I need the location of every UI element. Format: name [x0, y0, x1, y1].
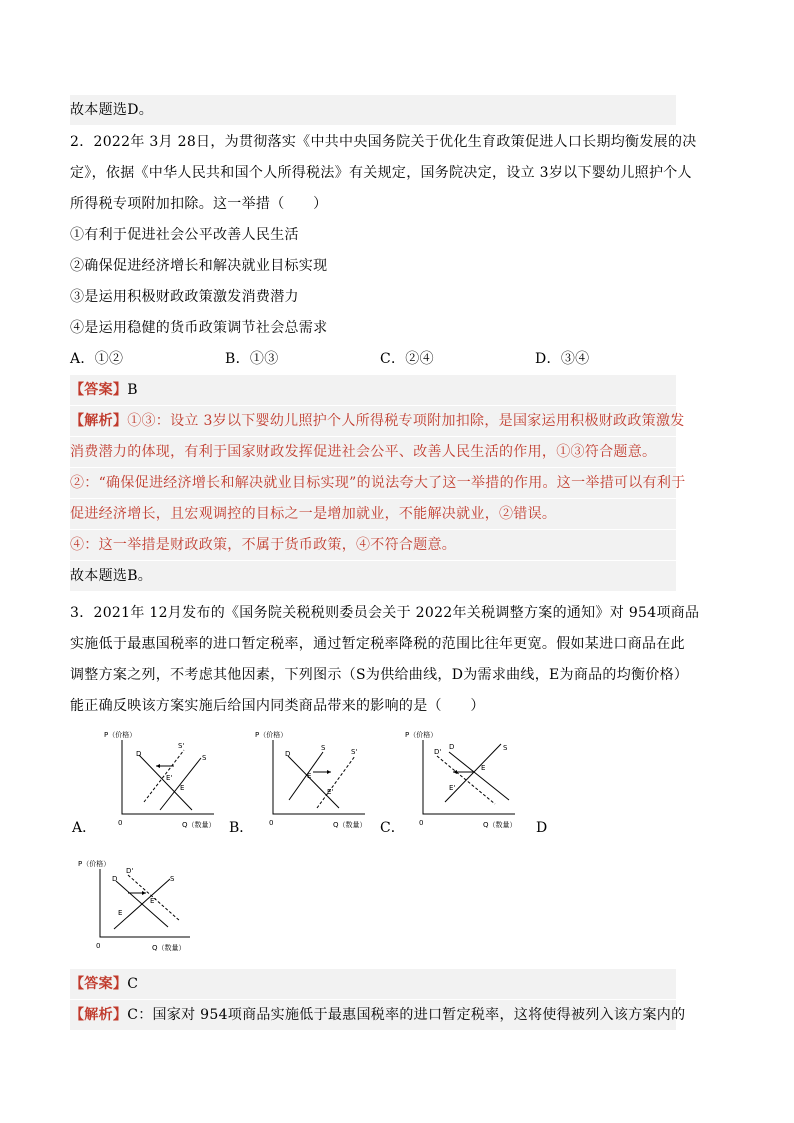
q2-analysis-text-1: ①③：设立 3岁以下婴幼儿照护个人所得税专项附加扣除，是国家运用积极财政政策激发: [127, 413, 685, 429]
svg-text:D': D': [434, 748, 442, 756]
q3-analysis-tag: 【解析】: [70, 1007, 128, 1023]
q2-option-d: D．③④: [535, 351, 590, 367]
graph-a-x-axis-label: Q（数量）: [182, 821, 216, 828]
svg-text:E: E: [180, 784, 185, 792]
q3-answer-value: C: [127, 976, 139, 992]
q2-analysis-line-3: ②：“确保促进经济增长和解决就业目标实现”的说法夸大了这一举措的作用。这一举措可以有利于: [70, 468, 676, 498]
graph-c: [405, 728, 530, 828]
q3-stem-line-3: 调整方案之列，不考虑其他因素，下列图示（S为供给曲线，D为需求曲线，E为商品的均衡价格）: [70, 667, 689, 683]
q2-item-4: ④是运用稳健的货币政策调节社会总需求: [70, 320, 328, 336]
q2-stem-line-3: 所得税专项附加扣除。这一举措（ ）: [70, 196, 328, 212]
q2-analysis-line-5: ④：这一举措是财政政策，不属于货币政策，④不符合题意。: [70, 530, 676, 560]
svg-text:E': E': [449, 784, 456, 792]
svg-text:S': S': [178, 742, 185, 750]
svg-text:D: D: [136, 750, 142, 758]
graph-a: [104, 728, 229, 828]
svg-text:D: D: [285, 750, 291, 758]
svg-text:E: E: [481, 764, 486, 772]
graph-d-origin: 0: [96, 942, 101, 950]
q3-stem-line-2: 实施低于最惠国税率的进口暂定税率，通过暂定税率降税的范围比往年更宽。假如某进口商品在此: [70, 636, 685, 652]
q3-analysis-text-1: C：国家对 954项商品实施低于最惠国税率的进口暂定税率，这将使得被列入该方案内的: [127, 1007, 686, 1023]
q3-answer: [70, 969, 676, 999]
q2-option-c: C．②④: [380, 351, 434, 367]
q2-options: [70, 344, 676, 374]
q2-answer: [70, 375, 676, 405]
q3-analysis-line-1: [70, 1000, 686, 1030]
svg-text:D': D': [126, 867, 134, 875]
q2-analysis-line-4: 促进经济增长，且宏观调控的目标之一是增加就业，不能解决就业，②错误。: [70, 499, 676, 529]
graph-b: [255, 728, 380, 828]
q2-item-2: ②确保促进经济增长和解决就业目标实现: [70, 258, 328, 274]
svg-text:D: D: [449, 743, 455, 751]
svg-text:E': E': [327, 788, 334, 796]
svg-text:D: D: [112, 875, 118, 883]
svg-text:E': E': [150, 897, 157, 905]
graph-b-y-axis-label: P（价格）: [255, 731, 288, 739]
q3-option-b: B．: [229, 820, 254, 836]
svg-text:S: S: [170, 875, 175, 883]
q2-conclusion: 故本题选B。: [70, 561, 676, 591]
q2-answer-value: B: [127, 382, 138, 398]
graph-c-origin: 0: [419, 819, 424, 827]
q2-option-a: A．①②: [70, 351, 124, 367]
q2-item-3: ③是运用积极财政政策激发消费潜力: [70, 289, 299, 305]
graph-d-y-axis-label: P（价格）: [78, 860, 111, 868]
svg-text:E: E: [307, 772, 312, 780]
graph-d: [78, 857, 203, 957]
graph-c-x-axis-label: Q（数量）: [483, 821, 517, 828]
q2-analysis-line-1: [70, 406, 685, 436]
q2-item-1: ①有利于促进社会公平改善人民生活: [70, 227, 299, 243]
svg-text:S: S: [321, 744, 326, 752]
q3-answer-tag: 【答案】: [70, 976, 128, 992]
q2-stem-line-1: 2．2022年 3月 28日，为贯彻落实《中共中央国务院关于优化生育政策促进人口长期均衡发展的决: [70, 134, 697, 150]
graph-b-x-axis-label: Q（数量）: [333, 821, 367, 828]
previous-conclusion: 故本题选D。: [70, 95, 676, 125]
q2-option-b: B．①③: [225, 351, 279, 367]
graph-c-y-axis-label: P（价格）: [405, 731, 438, 739]
graph-a-origin: 0: [118, 819, 123, 827]
q3-stem-line-4: 能正确反映该方案实施后给国内同类商品带来的影响的是（ ）: [70, 698, 485, 714]
svg-text:S: S: [503, 744, 508, 752]
svg-text:E': E': [166, 774, 173, 782]
q3-stem-line-1: 3．2021年 12月发布的《国务院关税税则委员会关于 2022年关税调整方案的通知》对 954项商品: [70, 605, 700, 621]
q2-analysis-tag: 【解析】: [70, 413, 128, 429]
q3-option-d: D: [536, 820, 548, 836]
graph-b-origin: 0: [269, 819, 274, 827]
svg-text:S': S': [351, 748, 358, 756]
svg-text:S: S: [202, 754, 207, 762]
q3-option-c: C．: [380, 820, 405, 836]
graph-d-x-axis-label: Q（数量）: [152, 944, 186, 952]
q3-option-a: A．: [72, 820, 97, 836]
q2-stem-line-2: 定》，依据《中华人民共和国个人所得税法》有关规定，国务院决定，设立 3岁以下婴幼儿照护个人: [70, 165, 692, 181]
q2-answer-tag: 【答案】: [70, 382, 128, 398]
svg-text:E: E: [118, 909, 123, 917]
graph-a-y-axis-label: P（价格）: [104, 731, 137, 739]
q2-analysis-line-2: 消费潜力的体现，有利于国家财政发挥促进社会公平、改善人民生活的作用，①③符合题意。: [70, 437, 676, 467]
